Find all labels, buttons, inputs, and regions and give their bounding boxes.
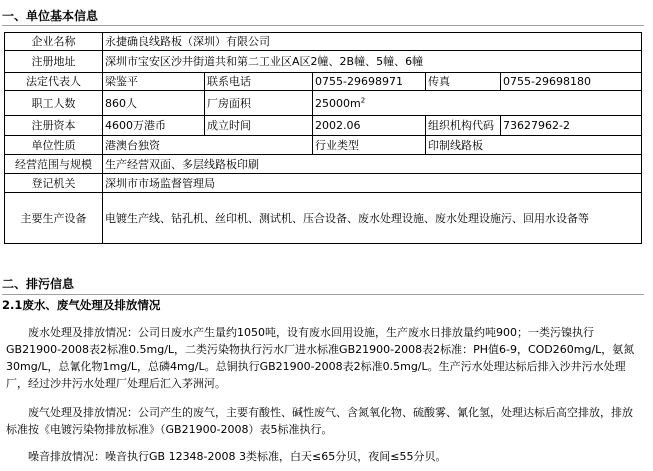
equipment-value: 电镀生产线、钻孔机、丝印机、测试机、压合设备、废水处理设施、废水处理设施污、回用水设备等 [103, 193, 642, 244]
legal-rep-label: 法定代表人 [5, 73, 103, 91]
subsection-2-1-title: 2.1废水、废气处理及排放情况 [2, 298, 161, 312]
company-name-value: 永捷确良线路板（深圳）有限公司 [103, 33, 642, 51]
nature-value: 港澳台独资 [103, 136, 313, 155]
org-code-label: 组织机构代码 [426, 116, 501, 136]
wastegas-paragraph [6, 404, 642, 438]
noise-paragraph [6, 448, 642, 465]
capital-label: 注册资本 [5, 116, 103, 136]
fax-label: 传真 [426, 73, 501, 91]
fax-value: 0755-29698180 [501, 73, 642, 91]
company-info-table [4, 32, 642, 244]
industry-label: 行业类型 [313, 136, 426, 155]
capital-value: 4600万港币 [103, 116, 205, 136]
section-2-title: 二、排污信息 [2, 277, 75, 291]
scope-value: 生产经营双面、多层线路板印刷 [103, 155, 642, 174]
org-code-value: 73627962-2 [501, 116, 642, 136]
section-2-divider [2, 294, 644, 295]
table-row [5, 136, 642, 155]
wastewater-paragraph [6, 324, 642, 392]
table-row [5, 51, 642, 73]
company-name-label: 企业名称 [5, 33, 103, 51]
equipment-label: 主要生产设备 [5, 193, 103, 244]
nature-label: 单位性质 [5, 136, 103, 155]
table-row [5, 116, 642, 136]
section-1-divider [2, 25, 644, 26]
wastewater-text: 废水处理及排放情况：公司日废水产生量约1050吨，设有废水回用设施，生产废水日排放量约吨900；一类污镍执行GB21900-2008表2标准0.5mg/L，二类污染物执行污水厂进水标准GB21900-2008表2标准：PH值6-9，COD260mg/L，氨氮30mg/L，总氰化物1mg/L，总磷4mg/L。总铜执行GB21900-2008表2标准0.5mg/L。生产污水处理达标后排入沙井污水处理厂，经过沙井污水处理厂处理后汇入茅洲河。 [6, 326, 635, 390]
table-row [5, 155, 642, 174]
area-value: $25000m^2$ [313, 91, 642, 116]
staff-value: 860人 [103, 91, 205, 116]
table-row [5, 193, 642, 244]
table-row [5, 33, 642, 51]
address-value: 深圳市宝安区沙井街道共和第二工业区A区2幢、2B幢、5幢、6幢 [103, 51, 642, 73]
table-row [5, 174, 642, 193]
legal-rep-value: 梁鉴平 [103, 73, 205, 91]
section-1-title: 一、单位基本信息 [2, 9, 99, 23]
scope-label: 经营范围与规模 [5, 155, 103, 174]
authority-label: 登记机关 [5, 174, 103, 193]
industry-value: 印制线路板 [426, 136, 642, 155]
authority-value: 深圳市市场监督管理局 [103, 174, 642, 193]
phone-value: 0755-29698971 [313, 73, 426, 91]
address-label: 注册地址 [5, 51, 103, 73]
area-label: 厂房面积 [205, 91, 313, 116]
founded-value: 2002.06 [313, 116, 426, 136]
table-row [5, 73, 642, 91]
phone-label: 联系电话 [205, 73, 313, 91]
wastegas-text: 废气处理及排放情况：公司产生的废气，主要有酸性、碱性废气、含氮氧化物、硫酸雾、氰化氢，处理达标后高空排放，排放标准按《电镀污染物排放标准》（GB21900-2008）表5标准执行。 [6, 406, 633, 436]
noise-text: 噪音排放情况：噪音执行GB 12348-2008 3类标准，白天≤65分贝，夜间≤55分贝。 [28, 450, 447, 463]
staff-label: 职工人数 [5, 91, 103, 116]
founded-label: 成立时间 [205, 116, 313, 136]
table-row [5, 91, 642, 116]
